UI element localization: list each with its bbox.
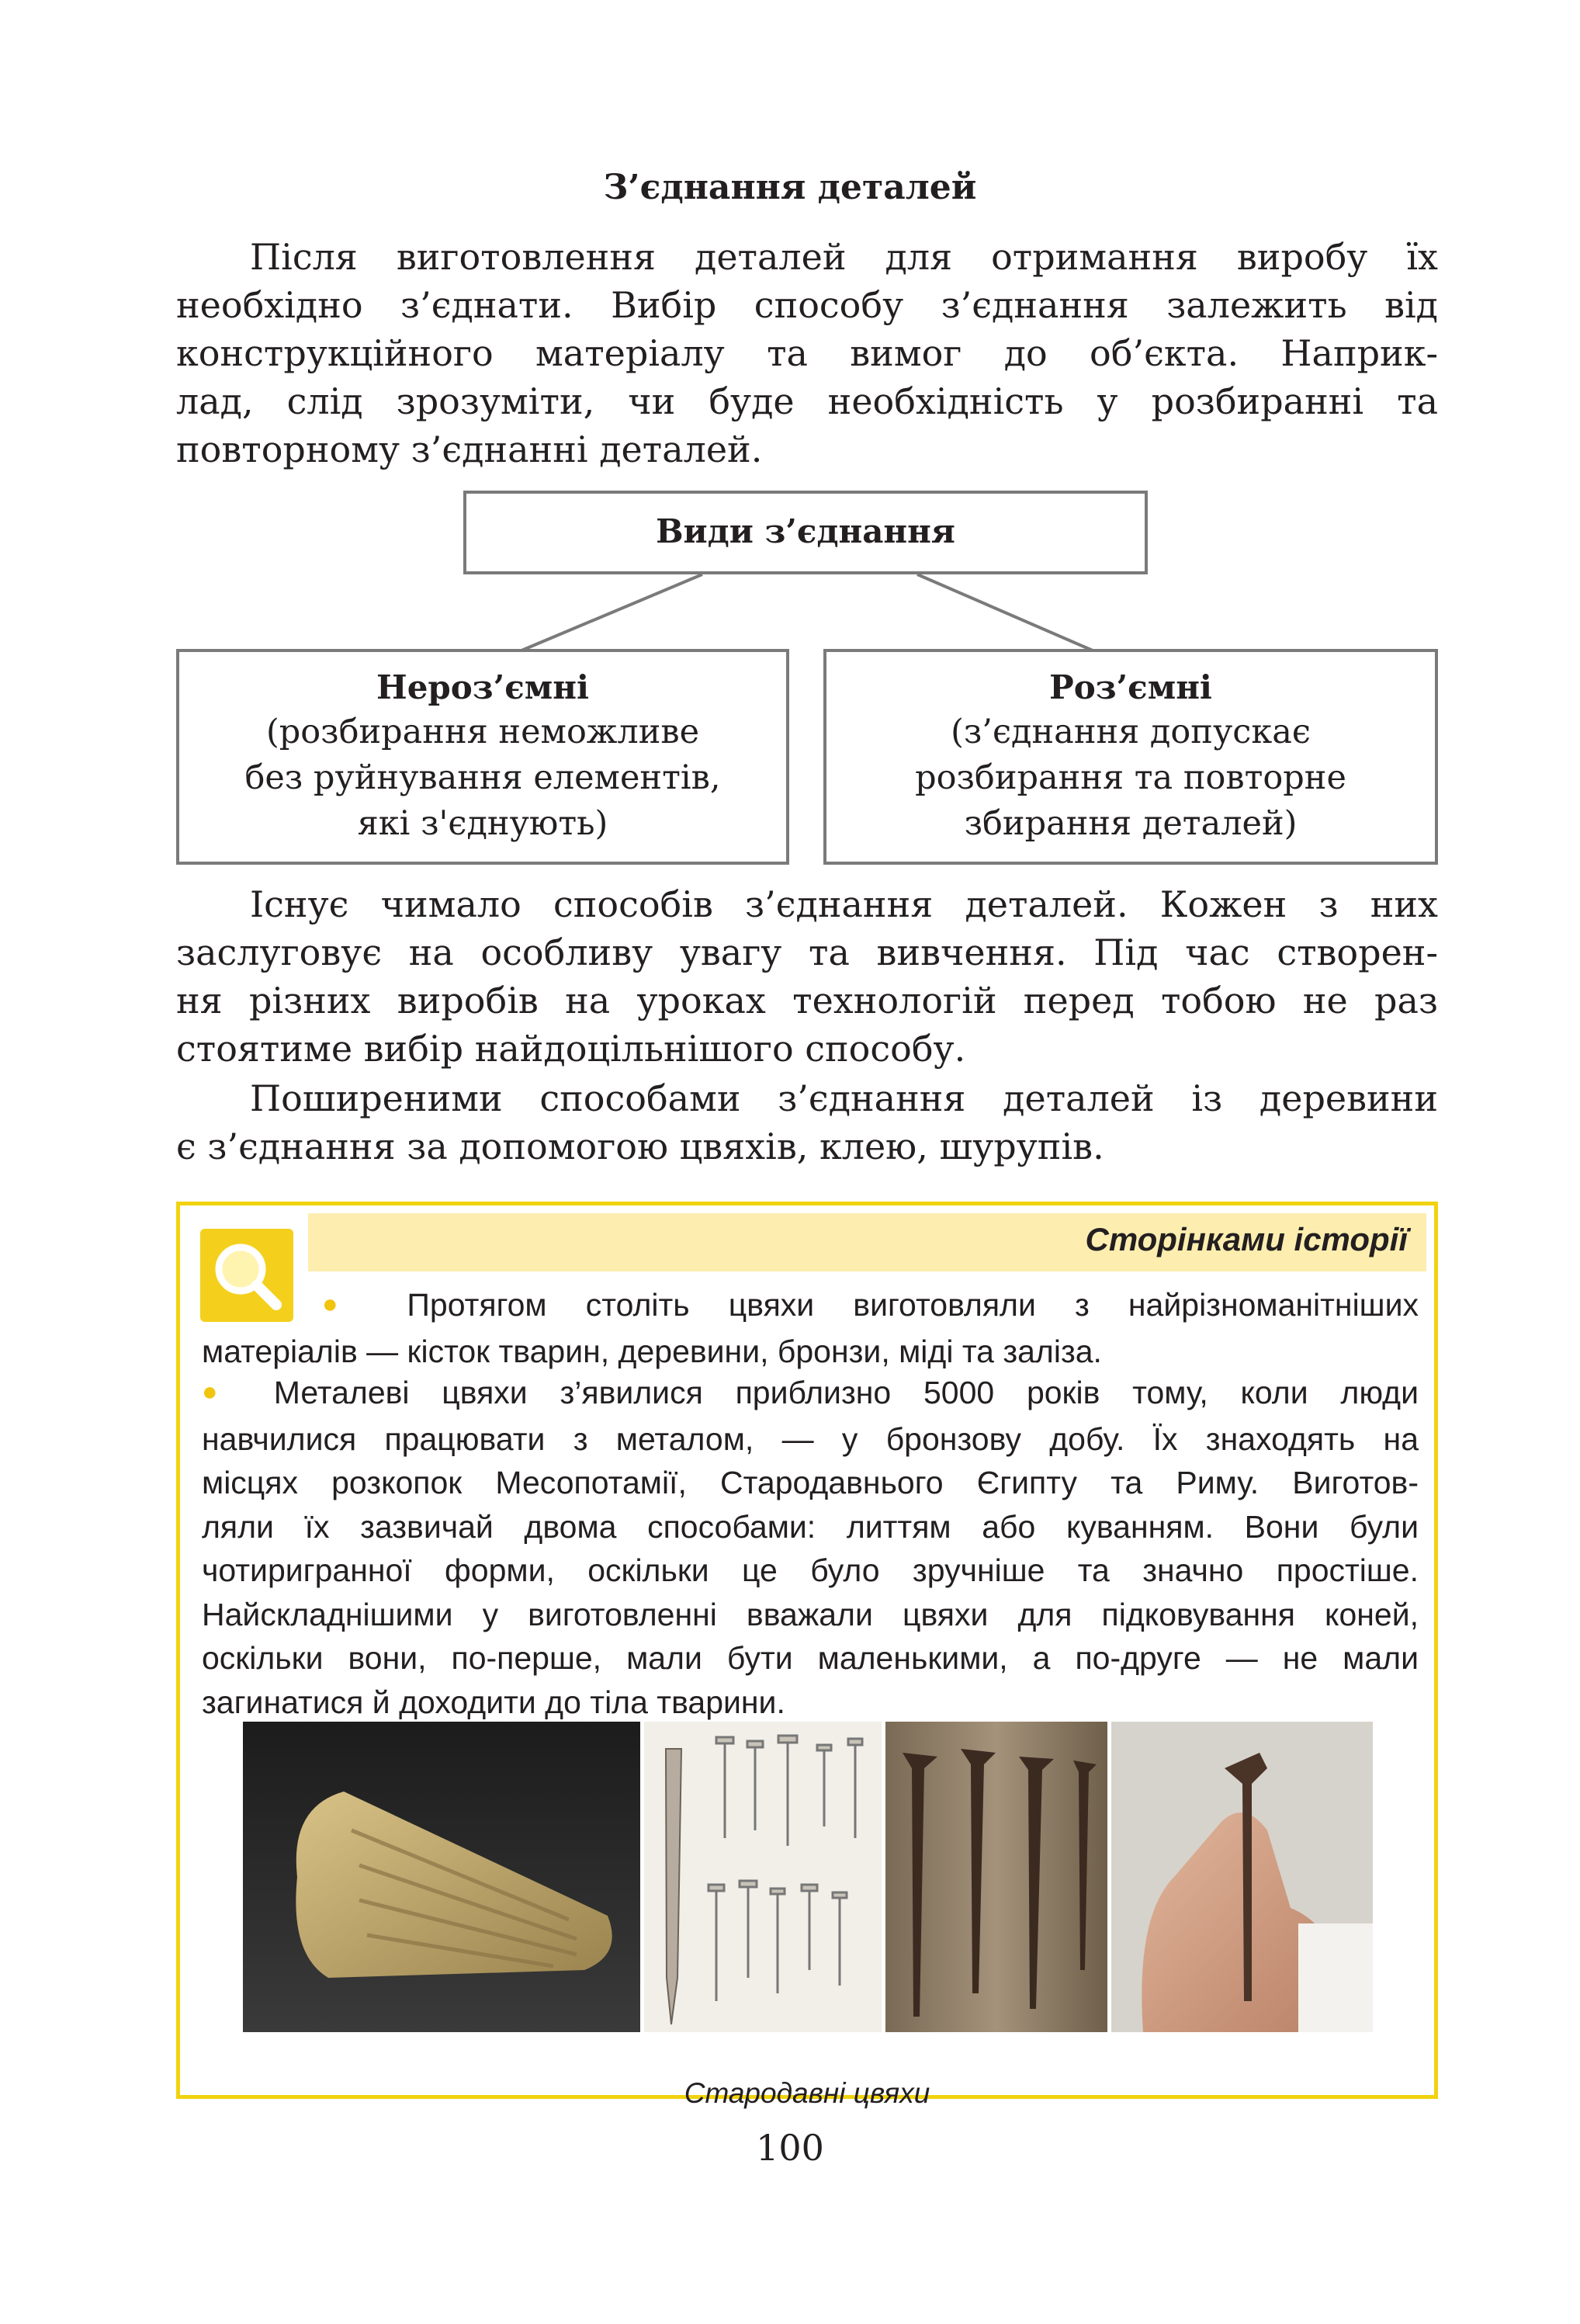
- text-line: ня різних виробів на уроках технологій перед тобою не раз: [176, 980, 1438, 1022]
- text-line: є з’єднання за допомогою цвяхів, клею, шурупів.: [176, 1126, 1104, 1167]
- history-bullet-1: [202, 1283, 1419, 1373]
- page-number: 100: [756, 2127, 824, 2169]
- left-line: без руйнування елементів,: [244, 758, 721, 797]
- left-line: які з'єднують): [357, 804, 608, 843]
- diagram-right-box: [823, 649, 1438, 865]
- text-line: навчилися працювати з металом, — у бронзову добу. Їх знаходять на: [202, 1420, 1419, 1457]
- text-line: ● Протягом століть цвяхи виготовляли з найрізноманітніших: [322, 1287, 1419, 1323]
- photo-caption: Стародавні цвяхи: [684, 2077, 930, 2109]
- bullet-icon: ●: [322, 1289, 369, 1319]
- bullet-icon: ●: [202, 1377, 241, 1407]
- hand-nail-photo: [1111, 1722, 1373, 2032]
- text-line: загинатися й доходити до тіла тварини.: [202, 1684, 785, 1720]
- history-bullet-2: [202, 1371, 1419, 1724]
- nail-photos: [243, 1722, 1373, 2032]
- left-line: (розбирання неможливе: [265, 713, 700, 751]
- rusty-nails-photo: [885, 1722, 1107, 2032]
- text-line: повторному з’єднанні деталей.: [176, 428, 763, 470]
- text-line: Існує чимало способів з’єднання деталей. Кожен з них: [250, 883, 1438, 925]
- text-line: конструкційного матеріалу та вимог до об’єкта. Наприк-: [176, 332, 1438, 374]
- text-line: чотиригранної форми, оскільки це було зручніше та значно простіше.: [202, 1552, 1419, 1588]
- text-line: оскільки вони, по-перше, мали бути маленькими, а по-друге — не мали: [202, 1640, 1419, 1676]
- text-line: Поширеними способами з’єднання деталей із деревини: [250, 1077, 1438, 1119]
- text-line: необхідно з’єднати. Вибір способу з’єднання залежить від: [176, 284, 1438, 326]
- diagram-left-box: [176, 649, 789, 865]
- diagram-root-label: Види з’єднання: [656, 512, 955, 550]
- text-line: стоятиме вибір найдоцільнішого способу.: [176, 1028, 966, 1070]
- text-line: лад, слід зрозуміти, чи буде необхідність у розбиранні та: [176, 380, 1438, 422]
- text-line: Найскладнішими у виготовленні вважали цвяхи для підковування коней,: [202, 1596, 1419, 1632]
- right-line: розбирання та повторне: [915, 758, 1346, 797]
- text-line: ляли їх зазвичай двома способами: литтям або куванням. Вони були: [202, 1508, 1419, 1545]
- diagram-root-box: [463, 491, 1148, 574]
- right-line: збирання деталей): [964, 804, 1298, 843]
- paragraph-2: [176, 880, 1438, 1073]
- history-label: Сторінками історії: [1085, 1221, 1408, 1257]
- text-line: місцях розкопок Месопотамії, Стародавнього Єгипту та Риму. Виготов-: [202, 1465, 1419, 1500]
- right-line: (з’єднання допускає: [951, 713, 1311, 751]
- text-line: Після виготовлення деталей для отримання виробу їх: [250, 236, 1438, 278]
- right-heading: Роз’ємні: [1049, 668, 1212, 706]
- clay-cone-photo: [243, 1722, 640, 2032]
- nail-drawings-photo: [644, 1722, 882, 2032]
- text-line: ● Металеві цвяхи з’явилися приблизно 5000 років тому, коли люди: [202, 1375, 1419, 1410]
- section-title: З’єднання деталей: [603, 168, 977, 207]
- history-header-bar: [308, 1213, 1426, 1271]
- left-heading: Нероз’ємні: [376, 668, 589, 706]
- paragraph-3: [176, 1074, 1438, 1171]
- text-line: заслуговує на особливу увагу та вивчення. Під час створен-: [176, 931, 1438, 973]
- text-line: матеріалів — кісток тварин, деревини, бронзи, міді та заліза.: [202, 1333, 1102, 1369]
